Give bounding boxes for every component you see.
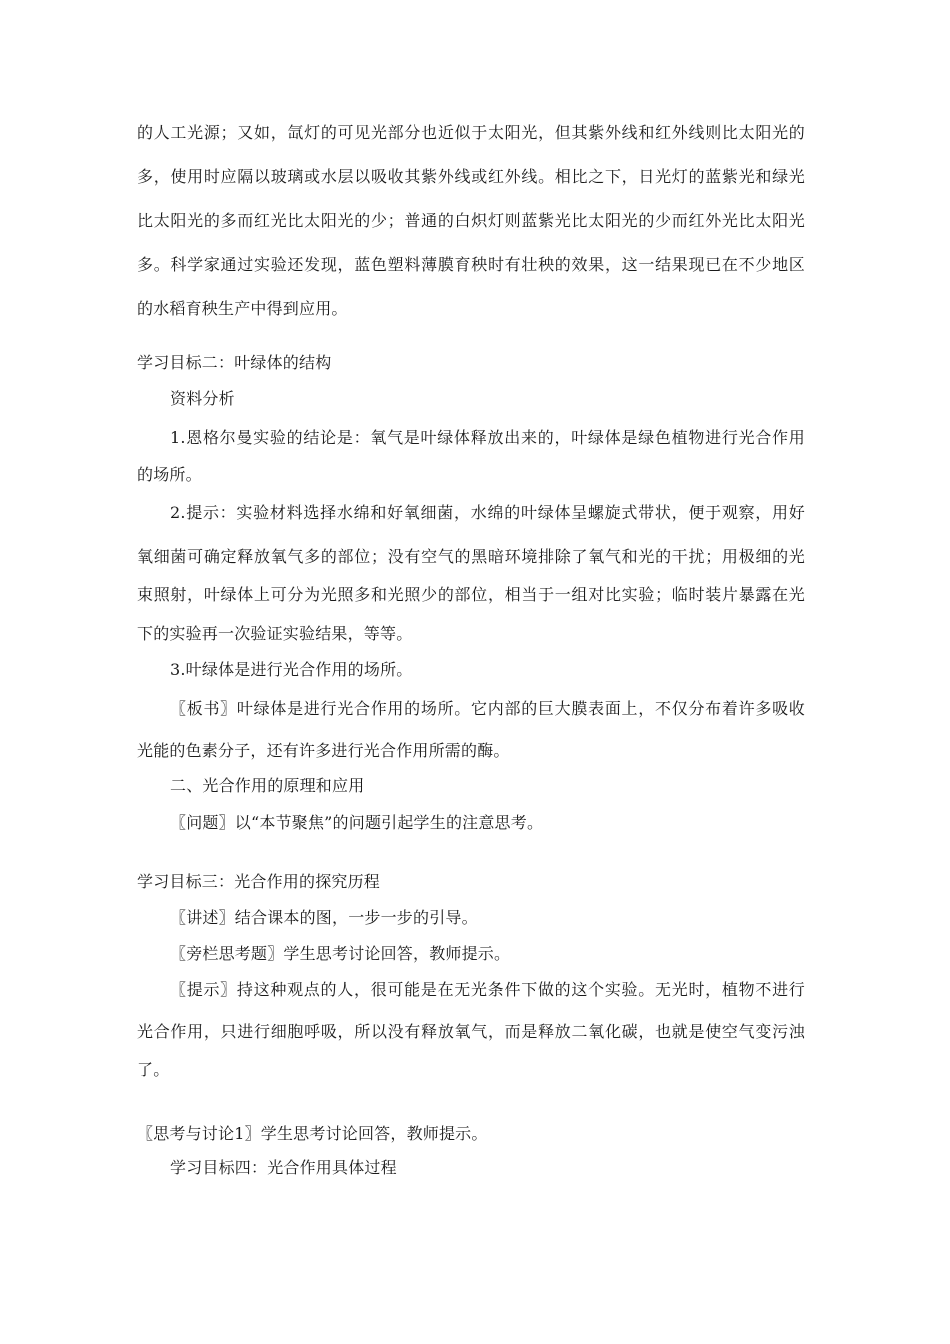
section-heading: 学习目标二：叶绿体的结构 [137,353,332,372]
paragraph-line: 多，使用时应隔以玻璃或水层以吸收其紫外线或红外线。相比之下，日光灯的蓝紫光和绿光 [137,167,805,186]
paragraph-line: 光合作用，只进行细胞呼吸，所以没有释放氧气，而是释放二氧化碳，也就是使空气变污浊 [137,1022,805,1041]
paragraph-line: 的人工光源；又如，氙灯的可见光部分也近似于太阳光，但其紫外线和红外线则比太阳光的 [137,123,805,142]
paragraph-line: 下的实验再一次验证实验结果，等等。 [137,624,413,643]
section-heading: 学习目标三：光合作用的探究历程 [137,872,381,891]
paragraph-line: 〖板书〗叶绿体是进行光合作用的场所。它内部的巨大膜表面上，不仅分布着许多吸收 [170,699,805,718]
paragraph-line: 比太阳光的多而红光比太阳光的少；普通的白炽灯则蓝紫光比太阳光的少而红外光比太阳光 [137,211,805,230]
subheading: 资料分析 [170,389,235,408]
paragraph-line: 多。科学家通过实验还发现，蓝色塑料薄膜育秧时有壮秧的效果，这一结果现已在不少地区 [137,255,805,274]
paragraph-line: 〖问题〗以“本节聚焦”的问题引起学生的注意思考。 [170,813,544,832]
paragraph-line: 1.恩格尔曼实验的结论是：氧气是叶绿体释放出来的，叶绿体是绿色植物进行光合作用 [170,428,805,447]
paragraph-line: 束照射，叶绿体上可分为光照多和光照少的部位，相当于一组对比实验；临时装片暴露在光 [137,585,805,604]
section-heading: 学习目标四：光合作用具体过程 [170,1158,397,1177]
paragraph-line: 2.提示：实验材料选择水绵和好氧细菌，水绵的叶绿体呈螺旋式带状，便于观察，用好 [170,503,805,522]
paragraph-line: 〖讲述〗结合课本的图，一步一步的引导。 [170,908,478,927]
paragraph-line: 了。 [137,1060,170,1079]
paragraph-line: 〖提示〗持这种观点的人，很可能是在无光条件下做的这个实验。无光时，植物不进行 [170,980,805,999]
paragraph-line: 的场所。 [137,465,202,484]
section-heading: 〖思考与讨论1〗学生思考讨论回答，教师提示。 [137,1124,488,1143]
paragraph-line: 〖旁栏思考题〗学生思考讨论回答，教师提示。 [170,944,511,963]
paragraph-line: 氧细菌可确定释放氧气多的部位；没有空气的黑暗环境排除了氧气和光的干扰；用极细的光 [137,547,805,566]
paragraph-line: 光能的色素分子，还有许多进行光合作用所需的酶。 [137,741,510,760]
subheading: 二、光合作用的原理和应用 [170,776,365,795]
paragraph-line: 的水稻育秧生产中得到应用。 [137,299,348,318]
paragraph-line: 3.叶绿体是进行光合作用的场所。 [170,660,413,679]
